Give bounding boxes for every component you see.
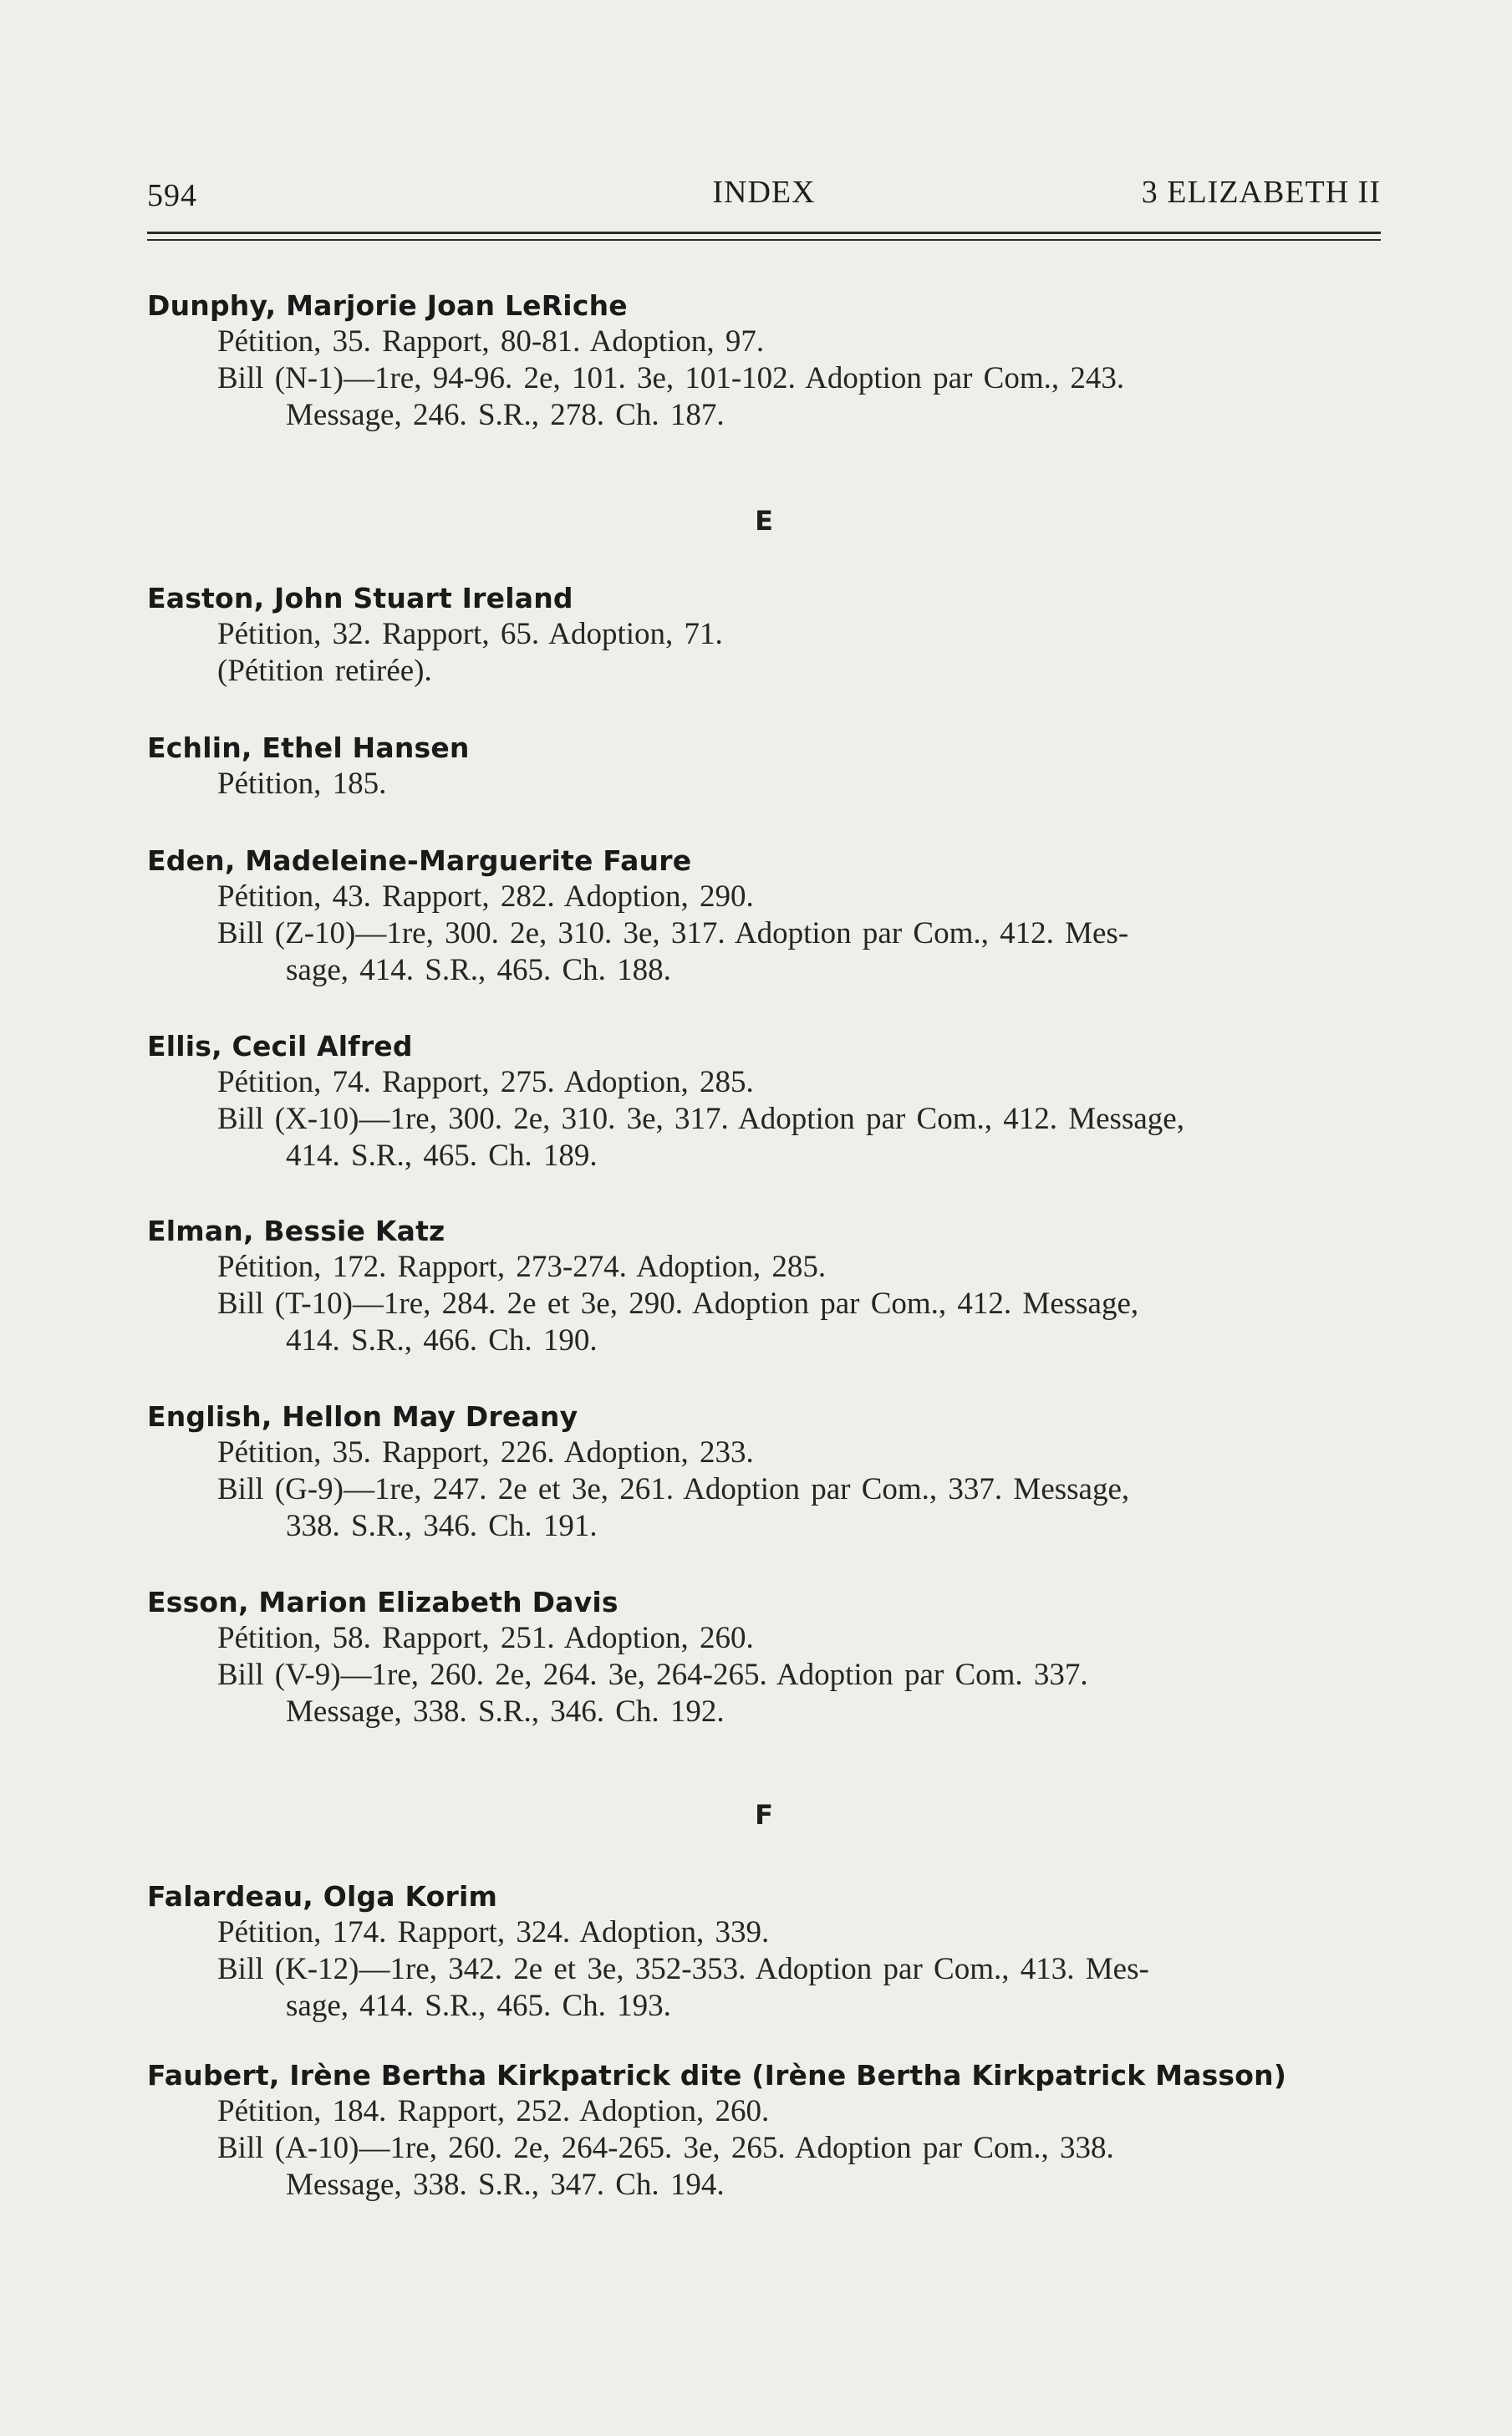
entry-bill-line: Bill (X-10)—1re, 300. 2e, 310. 3e, 317. Adoption par Com., 412. Message, [217,1102,1184,1136]
entry-name: Elman, Bessie Katz [147,1215,445,1247]
entry-bill-line: Bill (K-12)—1re, 342. 2e et 3e, 352-353. Adoption par Com., 413. Mes- [217,1952,1149,1986]
entry-petition-line: Pétition, 185. [217,767,387,801]
entry-petition-line: Pétition, 172. Rapport, 273-274. Adoption, 285. [217,1250,827,1284]
index-entry [147,288,1386,434]
entry-petition-line: Pétition, 74. Rapport, 275. Adoption, 285. [217,1065,754,1099]
entry-bill-line: Bill (Z-10)—1re, 300. 2e, 310. 3e, 317. Adoption par Com., 412. Mes- [217,916,1129,950]
entry-continuation-line: 414. S.R., 466. Ch. 190. [286,1323,598,1358]
index-entry [147,581,1386,690]
page-number: 594 [147,178,197,213]
entry-name: Faubert, Irène Bertha Kirkpatrick dite (Irène Bertha Kirkpatrick Masson) [147,2059,1287,2092]
entry-petition-line: Pétition, 35. Rapport, 226. Adoption, 233. [217,1435,754,1470]
entry-name: Esson, Marion Elizabeth Davis [147,1586,619,1618]
entry-continuation-line: Message, 338. S.R., 346. Ch. 192. [286,1694,725,1729]
entry-name: Echlin, Ethel Hansen [147,731,470,764]
entry-continuation-line: Message, 246. S.R., 278. Ch. 187. [286,398,725,432]
index-entry [147,2058,1386,2204]
entry-note-line: (Pétition retirée). [217,654,432,688]
entry-bill-line: Bill (N-1)—1re, 94-96. 2e, 101. 3e, 101-102. Adoption par Com., 243. [217,361,1125,395]
header-rule-bottom [147,239,1381,241]
entry-bill-line: Bill (G-9)—1re, 247. 2e et 3e, 261. Adoption par Com., 337. Message, [217,1472,1130,1506]
entry-continuation-line: Message, 338. S.R., 347. Ch. 194. [286,2168,725,2202]
entry-bill-line: Bill (A-10)—1re, 260. 2e, 264-265. 3e, 265. Adoption par Com., 338. [217,2131,1114,2165]
entry-name: English, Hellon May Dreany [147,1400,578,1433]
entry-continuation-line: 338. S.R., 346. Ch. 191. [286,1509,598,1543]
index-entry [147,1585,1386,1730]
section-letter-e: E [755,505,773,537]
entry-petition-line: Pétition, 35. Rapport, 80-81. Adoption, 97. [217,324,765,359]
entry-name: Easton, John Stuart Ireland [147,582,573,614]
index-entry [147,1214,1386,1359]
entry-petition-line: Pétition, 184. Rapport, 252. Adoption, 260. [217,2094,770,2128]
index-entry [147,1029,1386,1175]
entry-name: Ellis, Cecil Alfred [147,1030,413,1063]
entry-continuation-line: sage, 414. S.R., 465. Ch. 188. [286,953,671,987]
page-title: INDEX [712,175,816,210]
index-entry [147,843,1386,989]
entry-bill-line: Bill (T-10)—1re, 284. 2e et 3e, 290. Adoption par Com., 412. Message, [217,1287,1139,1321]
index-entry [147,1399,1386,1545]
section-letter-f: F [755,1799,773,1831]
entry-name: Dunphy, Marjorie Joan LeRiche [147,289,628,322]
running-head [147,174,1381,216]
entry-petition-line: Pétition, 32. Rapport, 65. Adoption, 71. [217,617,723,651]
index-entry [147,1879,1386,2025]
index-entry [147,731,1386,803]
header-rule-top [147,232,1381,234]
regnal-year-title: 3 ELIZABETH II [1141,175,1381,210]
entry-continuation-line: sage, 414. S.R., 465. Ch. 193. [286,1989,671,2023]
entry-petition-line: Pétition, 58. Rapport, 251. Adoption, 260. [217,1621,754,1655]
entry-petition-line: Pétition, 43. Rapport, 282. Adoption, 290. [217,879,754,914]
entry-name: Falardeau, Olga Korim [147,1880,498,1913]
entry-petition-line: Pétition, 174. Rapport, 324. Adoption, 339. [217,1915,770,1949]
entry-bill-line: Bill (V-9)—1re, 260. 2e, 264. 3e, 264-265. Adoption par Com. 337. [217,1658,1088,1692]
entry-name: Eden, Madeleine-Marguerite Faure [147,844,692,877]
entry-continuation-line: 414. S.R., 465. Ch. 189. [286,1139,598,1173]
